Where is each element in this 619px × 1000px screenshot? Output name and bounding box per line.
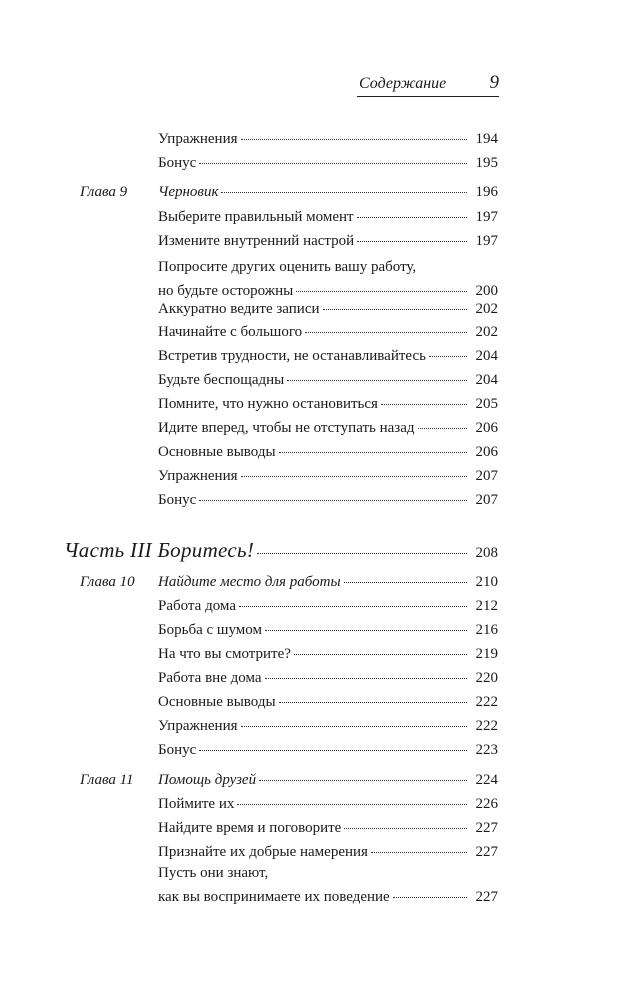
toc-page: 202: [475, 301, 498, 317]
running-head: [357, 74, 499, 97]
toc-page: 205: [475, 396, 498, 412]
toc-page: 208: [475, 545, 498, 561]
toc-page: 227: [475, 889, 498, 905]
chapter-label: Глава 9: [80, 184, 128, 200]
chapter-title: Черновик: [158, 184, 219, 200]
toc-page: 200: [475, 283, 498, 299]
toc-page: 204: [475, 348, 498, 364]
toc-page: 216: [475, 622, 498, 638]
toc-page: 197: [475, 233, 498, 249]
page-number: 9: [489, 72, 499, 93]
toc-page: 202: [475, 324, 498, 340]
toc-page: 224: [475, 772, 498, 788]
part-title: Часть III Боритесь!: [64, 538, 255, 562]
toc-page: 222: [475, 694, 498, 710]
toc-page: 206: [475, 420, 498, 436]
toc-page: 195: [475, 155, 498, 171]
running-head-title: Содержание: [359, 75, 447, 92]
toc-page: 207: [475, 492, 498, 508]
toc-page: 207: [475, 468, 498, 484]
toc-page: 223: [475, 742, 498, 758]
toc-page: 212: [475, 598, 498, 614]
toc-page: 194: [475, 131, 498, 147]
toc-page: 226: [475, 796, 498, 812]
toc-page: 222: [475, 718, 498, 734]
toc-page: 197: [475, 209, 498, 225]
toc-page: 210: [475, 574, 498, 590]
toc-page: 204: [475, 372, 498, 388]
toc-page: 227: [475, 844, 498, 860]
toc-page: 206: [475, 444, 498, 460]
chapter-label: Глава 11: [80, 772, 134, 788]
toc-page: 196: [475, 184, 498, 200]
chapter-label: Глава 10: [80, 574, 135, 590]
chapter-title: Найдите место для работы: [158, 574, 341, 590]
toc-page: 220: [475, 670, 498, 686]
chapter-title: Помощь друзей: [158, 772, 257, 788]
toc-page: 219: [475, 646, 498, 662]
toc-page: 227: [475, 820, 498, 836]
